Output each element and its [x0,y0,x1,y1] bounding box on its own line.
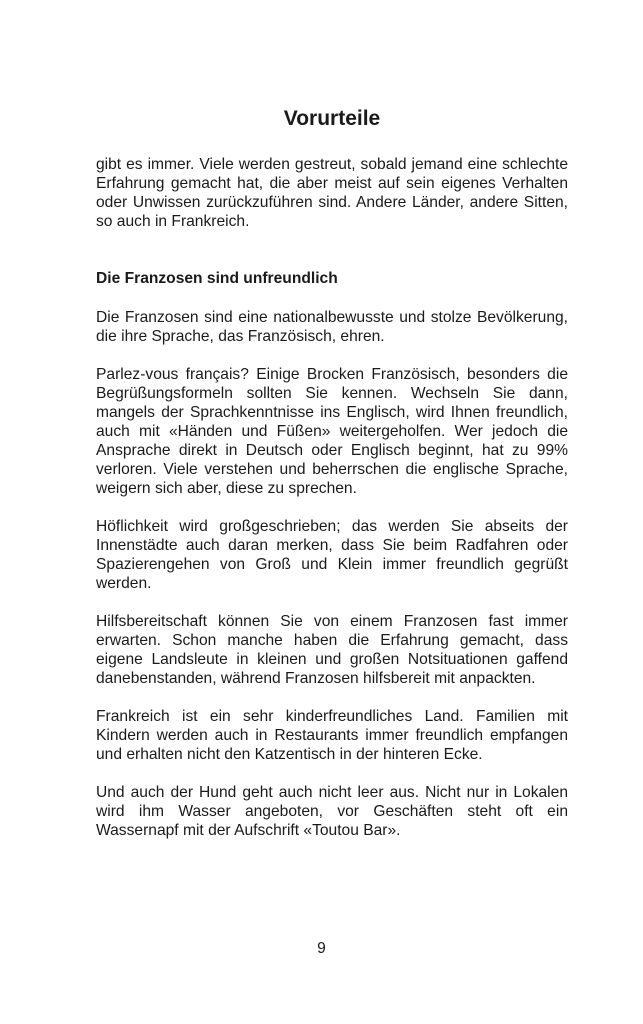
body-paragraph: Höflichkeit wird großgeschrieben; das werden Sie abseits der Innenstädte auch daran merken, dass Sie beim Radfahren oder Spazierengehen von Groß und Klein immer freundlich gegrüßt werden. [96,518,568,592]
body-paragraph: Frankreich ist ein sehr kinderfreundliches Land. Familien mit Kindern werden auch in Restaurants immer freundlich empfangen und erhalten nicht den Katzentisch in der hinteren Ecke. [96,708,568,763]
page-title: Vorurteile [283,107,381,130]
body-paragraph: Und auch der Hund geht auch nicht leer aus. Nicht nur in Lokalen wird ihm Wasser angeboten, vor Geschäften steht oft ein Wassernapf mit der Aufschrift «Toutou Bar». [96,784,568,839]
section-heading: Die Franzosen sind unfreundlich [96,270,338,287]
body-paragraph: Die Franzosen sind eine nationalbewusste und stolze Bevölkerung, die ihre Sprache, das Französisch, ehren. [96,309,568,345]
page-content [96,105,568,859]
page-number: 9 [317,940,326,957]
intro-paragraph: gibt es immer. Viele werden gestreut, sobald jemand eine schlechte Erfahrung gemacht hat, die aber meist auf sein eigenes Verhalten oder Unwissen zurückzuführen sind. Andere Länder, andere Sitten, so auch in Frankreich. [96,156,568,230]
body-paragraph: Hilfsbereitschaft können Sie von einem Franzosen fast immer erwarten. Schon manche haben die Erfahrung gemacht, dass eigene Landsleute in kleinen und großen Notsituationen gaffend danebenstanden, während Franzosen hilfsbereit mit anpackten. [96,613,568,687]
body-paragraph: Parlez-vous français? Einige Brocken Französisch, besonders die Begrüßungsformeln sollten Sie kennen. Wechseln Sie dann, mangels der Sprachkenntnisse ins Englisch, wird Ihnen freundlich, auch mit «Händen und Füßen» weitergeholfen. Wer jedoch die Ansprache direkt in Deutsch oder Englisch beginnt, hat zu 99% verloren. Viele verstehen und beherrschen die englische Sprache, weigern sich aber, diese zu sprechen. [96,366,568,497]
